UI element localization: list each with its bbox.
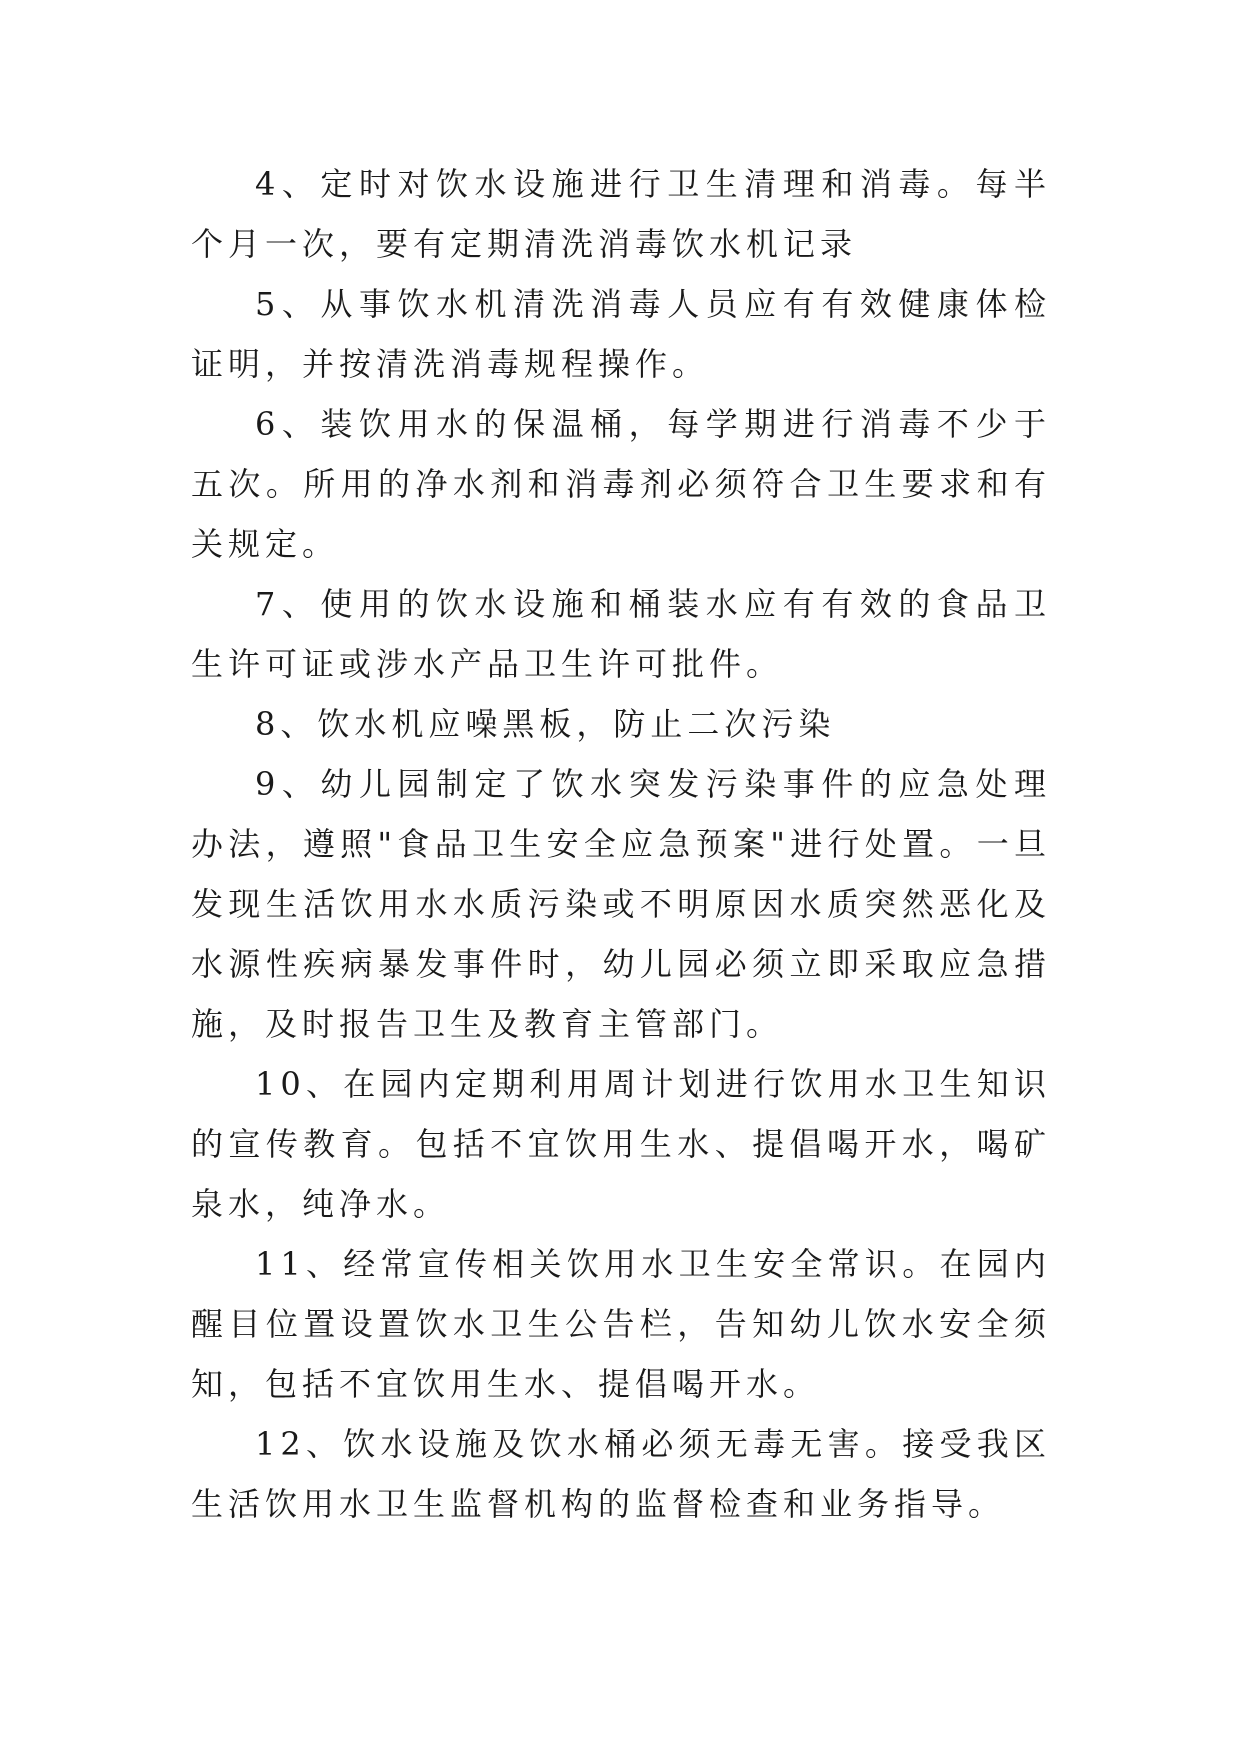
paragraph-item-8: 8、饮水机应噪黑板，防止二次污染: [255, 705, 836, 743]
paragraph-item-5: 5、从事饮水机清洗消毒人员应有有效健康体检证明，并按清洗消毒规程操作。: [191, 285, 1051, 383]
paragraph-item-7: 7、使用的饮水设施和桶装水应有有效的食品卫生许可证或涉水产品卫生许可批件。: [191, 585, 1051, 683]
document-body: [191, 154, 1051, 1534]
paragraph-item-9: 9、幼儿园制定了饮水突发污染事件的应急处理办法，遵照"食品卫生安全应急预案"进行处置。一旦发现生活饮用水水质污染或不明原因水质突然恶化及水源性疾病暴发事件时，幼儿园必须立即采取应急措施，及时报告卫生及教育主管部门。: [191, 765, 1051, 1043]
paragraph-item-4: 4、定时对饮水设施进行卫生清理和消毒。每半个月一次，要有定期清洗消毒饮水机记录: [191, 165, 1051, 263]
paragraph-item-12: 12、饮水设施及饮水桶必须无毒无害。接受我区生活饮用水卫生监督机构的监督检查和业务指导。: [191, 1425, 1051, 1523]
paragraph-item-10: 10、在园内定期利用周计划进行饮用水卫生知识的宣传教育。包括不宜饮用生水、提倡喝开水，喝矿泉水，纯净水。: [191, 1065, 1051, 1223]
paragraph-item-6: 6、装饮用水的保温桶，每学期进行消毒不少于五次。所用的净水剂和消毒剂必须符合卫生要求和有关规定。: [191, 405, 1051, 563]
paragraph-item-11: 11、经常宣传相关饮用水卫生安全常识。在园内醒目位置设置饮水卫生公告栏，告知幼儿饮水安全须知，包括不宜饮用生水、提倡喝开水。: [191, 1245, 1051, 1403]
